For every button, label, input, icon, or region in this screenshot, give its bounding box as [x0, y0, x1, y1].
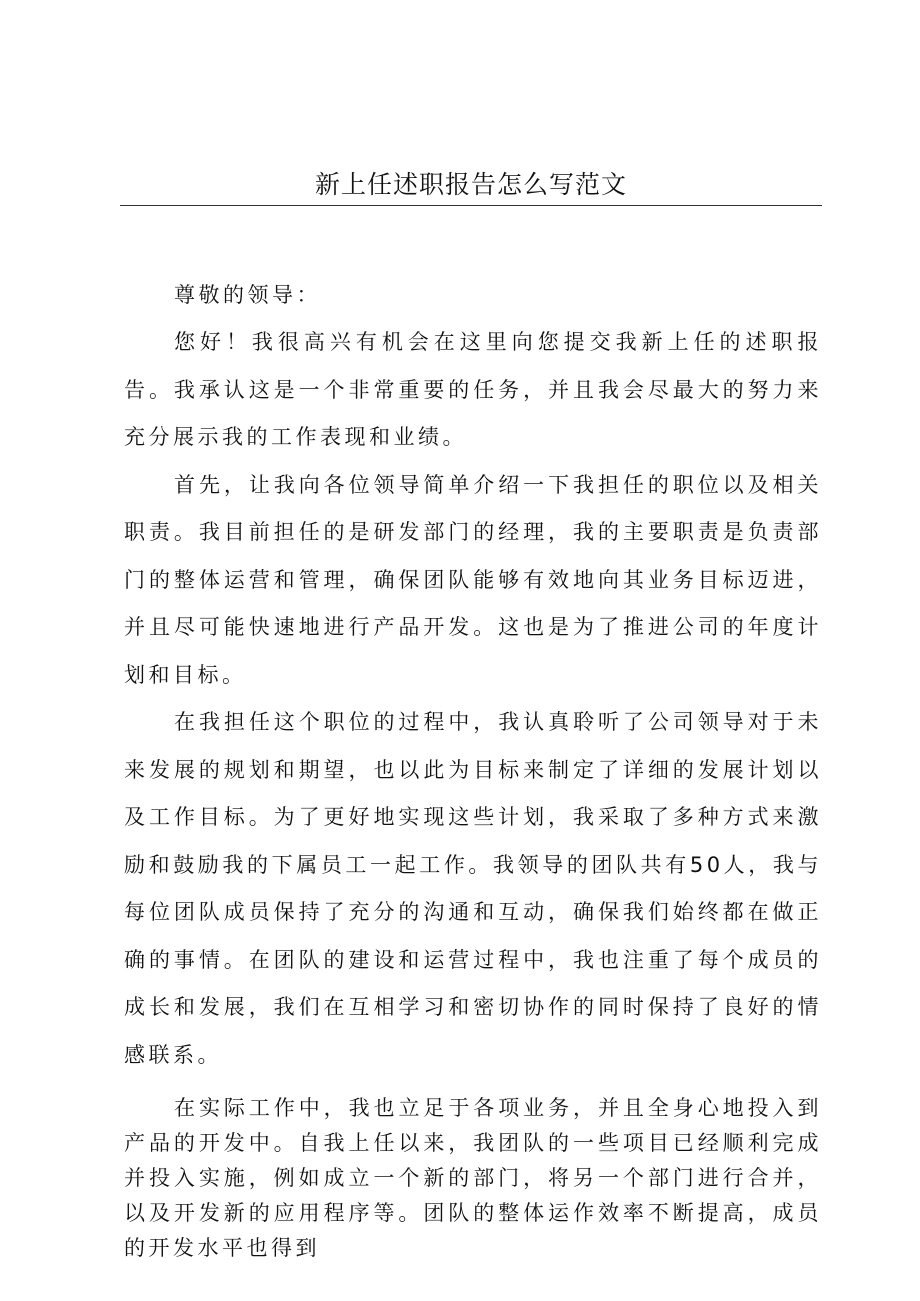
- title-underline: [120, 205, 822, 206]
- greeting-line: 尊敬的领导：: [174, 283, 321, 307]
- document-body: [124, 272, 822, 1266]
- paragraph-2: 首先，让我向各位领导简单介绍一下我担任的职位以及相关职责。我目前担任的是研发部门的经理，我的主要职责是负责部门的整体运营和管理，确保团队能够有效地向其业务目标迈进，并且尽可能快速地进行产品开发。这也是为了推进公司的年度计划和目标。: [124, 472, 822, 687]
- paragraph-1: 您好！我很高兴有机会在这里向您提交我新上任的述职报告。我承认这是一个非常重要的任务，并且我会尽最大的努力来充分展示我的工作表现和业绩。: [124, 330, 822, 449]
- paragraph-4: 在实际工作中，我也立足于各项业务，并且全身心地投入到产品的开发中。自我上任以来，我团队的一些项目已经顺利完成并投入实施，例如成立一个新的部门，将另一个部门进行合并，以及开发新的应用程序等。团队的整体运作效率不断提高，成员的开发水平也得到: [124, 1096, 822, 1260]
- document-title: 新上任述职报告怎么写范文: [314, 170, 627, 199]
- paragraph-3: 在我担任这个职位的过程中，我认真聆听了公司领导对于未来发展的规划和期望，也以此为目标来制定了详细的发展计划以及工作目标。为了更好地实现这些计划，我采取了多种方式来激励和鼓励我的下属员工一起工作。我领导的团队共有50人，我与每位团队成员保持了充分的沟通和互动，确保我们始终都在做正确的事情。在团队的建设和运营过程中，我也注重了每个成员的成长和发展，我们在互相学习和密切协作的同时保持了良好的情感联系。: [124, 710, 822, 1067]
